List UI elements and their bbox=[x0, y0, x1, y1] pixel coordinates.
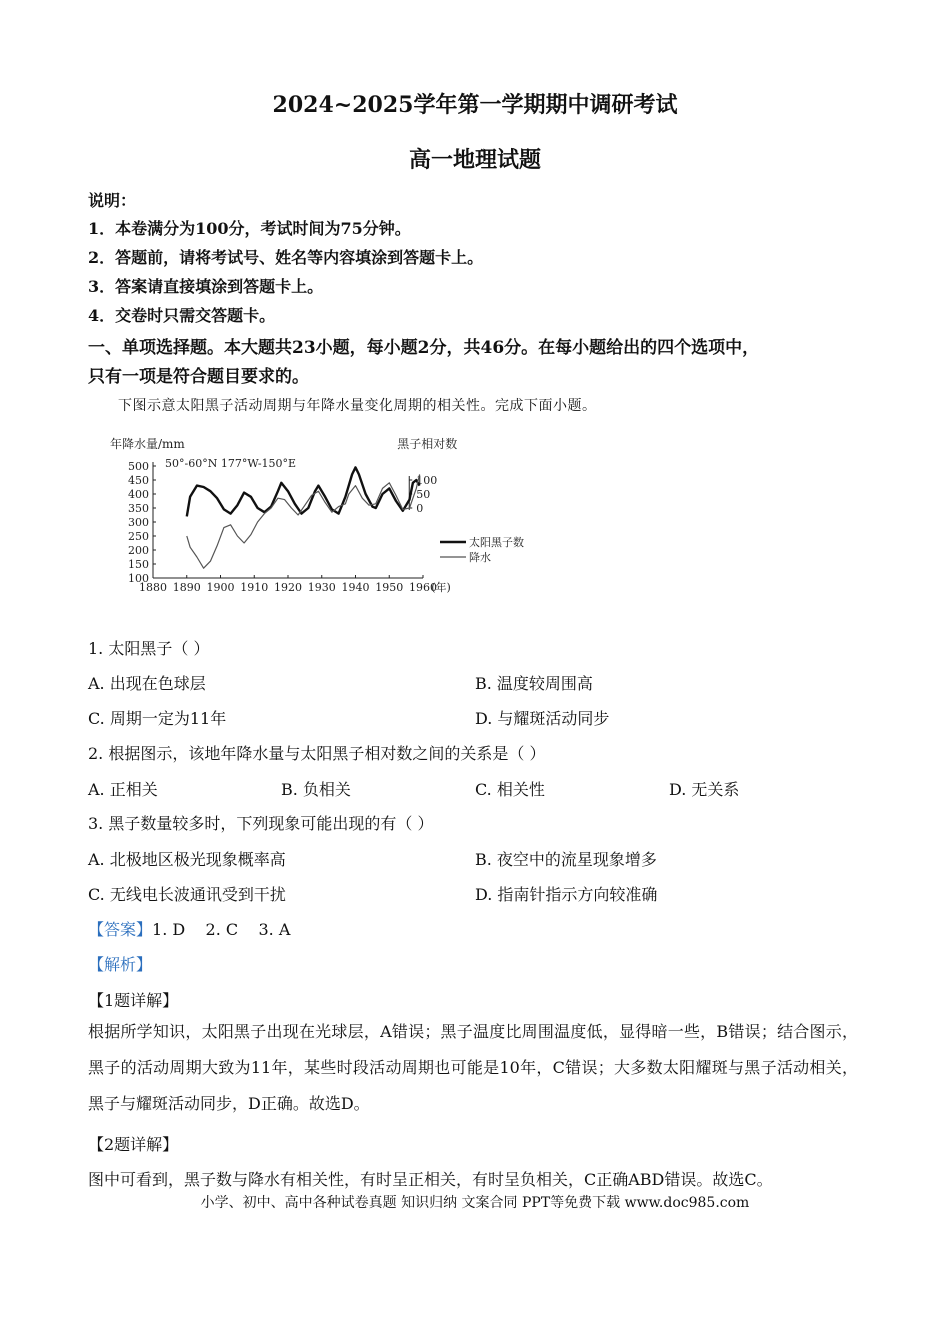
x-tick-label: 1940 bbox=[341, 581, 370, 594]
legend-label: 降水 bbox=[469, 551, 491, 564]
q1-option-c: C. 周期一定为11年 bbox=[88, 709, 227, 728]
x-tick-label: 1920 bbox=[274, 581, 302, 594]
q2-option-b: B. 负相关 bbox=[281, 780, 351, 799]
detail-2-text: 图中可看到，黑子数与降水有相关性，有时呈正相关，有时呈负相关，C正确ABD错误。故选C。 bbox=[88, 1170, 773, 1189]
q3-option-d: D. 指南针指示方向较准确 bbox=[475, 885, 658, 904]
y-left-tick-label: 500 bbox=[128, 460, 149, 473]
sunspot-precipitation-chart bbox=[100, 432, 524, 607]
y-right-axis-title: 黑子相对数 bbox=[397, 437, 458, 451]
q3-option-a: A. 北极地区极光现象概率高 bbox=[88, 850, 286, 869]
region-label: 50°-60°N 177°W-150°E bbox=[165, 457, 297, 470]
q2-option-c: C. 相关性 bbox=[475, 780, 545, 799]
exam-subtitle: 高一地理试题 bbox=[408, 147, 541, 173]
instruction-item-1: 1．本卷满分为100分，考试时间为75分钟。 bbox=[88, 219, 411, 238]
y-right-tick-label: 0 bbox=[416, 502, 424, 515]
series-line-sunspots bbox=[187, 467, 420, 516]
section-heading-line2: 只有一项是符合题目要求的。 bbox=[88, 367, 309, 387]
detail-1-text: 根据所学知识，太阳黑子出现在光球层，A错误；黑子温度比周围温度低，显得暗一些，B错误；结合图示，黑子的活动周期大致为11年，某些时段活动周期也可能是10年，C错误；大多数太阳耀斑与黑子活动相关，黑子与耀斑活动同步，D正确。故选D。 bbox=[88, 1022, 858, 1113]
y-left-tick-label: 100 bbox=[128, 572, 149, 585]
q1-stem: 1. 太阳黑子（ ） bbox=[88, 639, 210, 658]
x-tick-label: 1890 bbox=[172, 581, 201, 594]
q1-option-b: B. 温度较周围高 bbox=[475, 674, 593, 693]
y-left-axis-title: 年降水量/mm bbox=[110, 437, 185, 451]
x-axis-unit: (年) bbox=[431, 581, 451, 594]
q3-stem: 3. 黑子数量较多时，下列现象可能出现的有（ ） bbox=[88, 814, 434, 833]
instruction-item-2: 2．答题前，请将考试号、姓名等内容填涂到答题卡上。 bbox=[88, 248, 484, 267]
q2-option-a: A. 正相关 bbox=[88, 780, 158, 799]
q2-option-d: D. 无关系 bbox=[669, 780, 740, 799]
section-heading-line1: 一、单项选择题。本大题共23小题，每小题2分，共46分。在每小题给出的四个选项中， bbox=[88, 338, 760, 358]
answer-line bbox=[88, 917, 290, 940]
series-line-precipitation bbox=[187, 474, 420, 568]
detail-2-heading: 【2题详解】 bbox=[88, 1135, 179, 1154]
exam-title: 2024~2025学年第一学期期中调研考试 bbox=[272, 92, 678, 118]
y-right-tick-label: 50 bbox=[416, 488, 431, 501]
instructions-heading: 说明： bbox=[88, 191, 137, 210]
x-tick-label: 1930 bbox=[307, 581, 336, 594]
instruction-item-4: 4．交卷时只需交答题卡。 bbox=[88, 306, 276, 325]
x-tick-label: 1910 bbox=[240, 581, 269, 594]
y-left-tick-label: 150 bbox=[128, 558, 149, 571]
x-tick-label: 1880 bbox=[139, 581, 167, 594]
q1-option-a: A. 出现在色球层 bbox=[88, 674, 206, 693]
y-left-tick-label: 200 bbox=[128, 544, 149, 557]
q3-option-b: B. 夜空中的流星现象增多 bbox=[475, 850, 657, 869]
y-left-tick-label: 400 bbox=[128, 488, 149, 501]
figure-caption: 下图示意太阳黑子活动周期与年降水量变化周期的相关性。完成下面小题。 bbox=[118, 398, 597, 414]
y-right-tick-label: 100 bbox=[416, 474, 438, 487]
y-left-tick-label: 350 bbox=[128, 502, 149, 515]
y-left-tick-label: 250 bbox=[128, 530, 149, 543]
analysis-tag: 【解析】 bbox=[88, 955, 153, 974]
x-tick-label: 1960 bbox=[409, 581, 437, 594]
x-tick-label: 1900 bbox=[206, 581, 235, 594]
detail-1-heading: 【1题详解】 bbox=[88, 991, 179, 1010]
x-tick-label: 1950 bbox=[375, 581, 404, 594]
q2-stem: 2. 根据图示，该地年降水量与太阳黑子相对数之间的关系是（ ） bbox=[88, 744, 546, 763]
answer-text: 1. D 2. C 3. A bbox=[152, 920, 291, 939]
y-left-tick-label: 450 bbox=[128, 474, 149, 487]
page-footer: 小学、初中、高中各种试卷真题 知识归纳 文案合同 PPT等免费下载 www.doc985.com bbox=[200, 1195, 750, 1211]
legend-label: 太阳黑子数 bbox=[469, 536, 524, 549]
y-left-tick-label: 300 bbox=[128, 516, 149, 529]
answer-tag: 【答案】 bbox=[88, 920, 153, 939]
q3-option-c: C. 无线电长波通讯受到干扰 bbox=[88, 885, 286, 904]
q1-option-d: D. 与耀斑活动同步 bbox=[475, 709, 610, 728]
instruction-item-3: 3．答案请直接填涂到答题卡上。 bbox=[88, 277, 324, 296]
